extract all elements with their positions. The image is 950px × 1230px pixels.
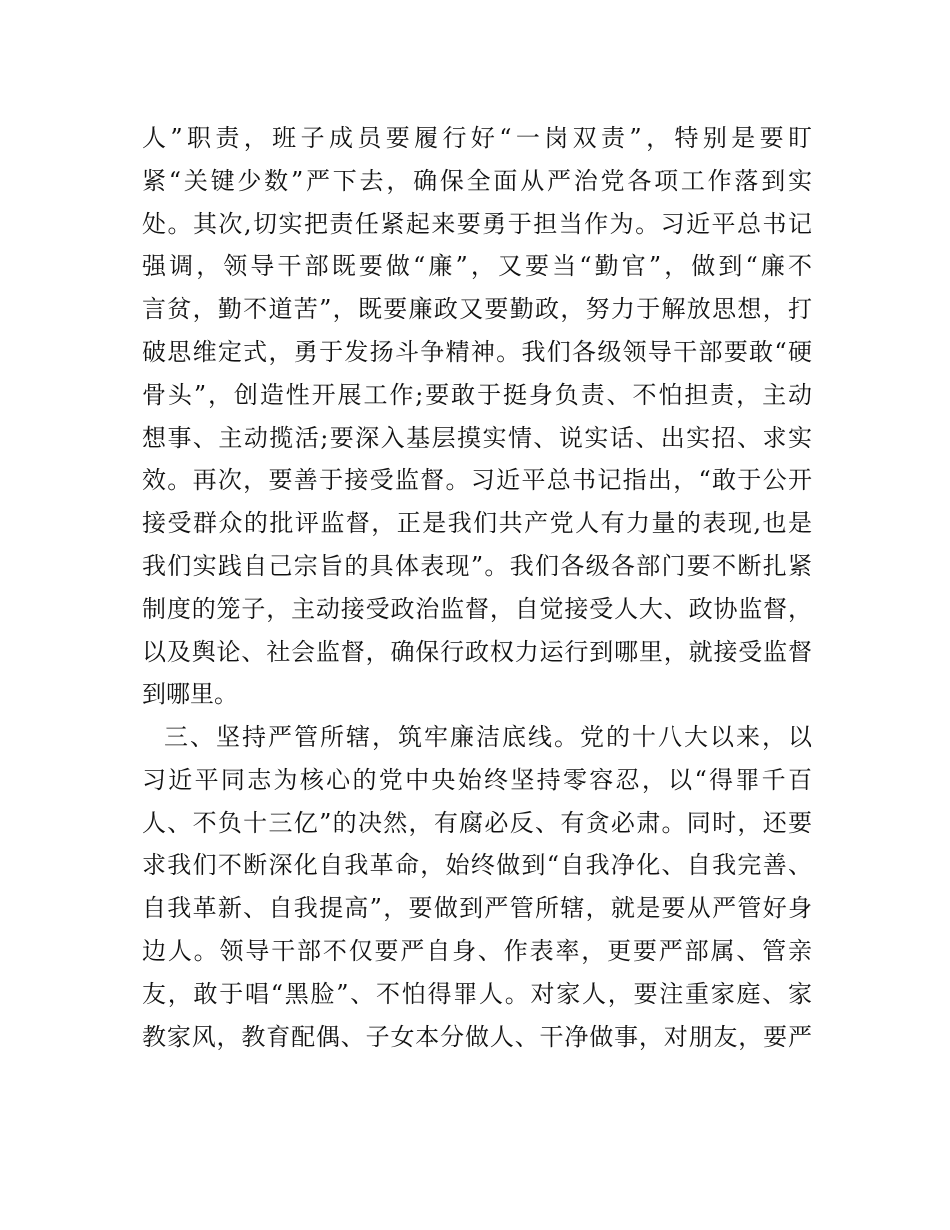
- paragraph-line: 到哪里。: [142, 680, 238, 709]
- paragraph-line: 紧“关键少数”严下去，确保全面从严治党各项工作落到实: [142, 166, 812, 195]
- paragraph-line: 接受群众的批评监督，正是我们共产党人有力量的表现,也是: [142, 509, 812, 538]
- paragraph-line: 言贫，勤不道苦”，既要廉政又要勤政，努力于解放思想，打: [142, 295, 812, 324]
- paragraph-line: 处。其次,切实把责任紧起来要勇于担当作为。习近平总书记: [142, 209, 812, 238]
- paragraph-line: 人”职责，班子成员要履行好“一岗双责”，特别是要盯: [142, 124, 812, 152]
- paragraph-line: 制度的笼子，主动接受政治监督，自觉接受人大、政协监督，: [142, 594, 812, 623]
- paragraph-line: 人、不负十三亿”的决然，有腐必反、有贪必肃。同时，还要: [142, 808, 812, 837]
- paragraph-line: 习近平同志为核心的党中央始终坚持零容忍，以“得罪千百: [142, 765, 812, 794]
- paragraph-2: [142, 716, 812, 1058]
- paragraph-line: 破思维定式，勇于发扬斗争精神。我们各级领导干部要敢“硬: [142, 337, 812, 366]
- paragraph-line: 求我们不断深化自我革命，始终做到“自我净化、自我完善、: [142, 851, 812, 880]
- paragraph-line: 我们实践自己宗旨的具体表现”。我们各级各部门要不断扎紧: [142, 551, 812, 580]
- paragraph-line: 强调，领导干部既要做“廉”，又要当“勤官”，做到“廉不: [142, 252, 812, 281]
- paragraph-line: 边人。领导干部不仅要严自身、作表率，更要严部属、管亲: [142, 936, 812, 965]
- paragraph-line: 效。再次，要善于接受监督。习近平总书记指出，“敢于公开: [142, 466, 812, 495]
- paragraph-heading-line: 三、坚持严管所辖，筑牢廉洁底线。党的十八大以来，以: [164, 723, 812, 751]
- paragraph-line: 以及舆论、社会监督，确保行政权力运行到哪里，就接受监督: [142, 637, 812, 666]
- paragraph-1: [142, 117, 812, 716]
- paragraph-line: 教家风，教育配偶、子女本分做人、干净做事，对朋友，要严: [142, 1022, 812, 1051]
- paragraph-line: 自我革新、自我提高”，要做到严管所辖，就是要从严管好身: [142, 894, 812, 923]
- paragraph-line: 想事、主动揽活;要深入基层摸实情、说实话、出实招、求实: [142, 423, 812, 452]
- paragraph-line: 骨头”，创造性开展工作;要敢于挺身负责、不怕担责，主动: [142, 380, 812, 409]
- paragraph-line: 友，敢于唱“黑脸”、不怕得罪人。对家人，要注重家庭、家: [142, 979, 812, 1008]
